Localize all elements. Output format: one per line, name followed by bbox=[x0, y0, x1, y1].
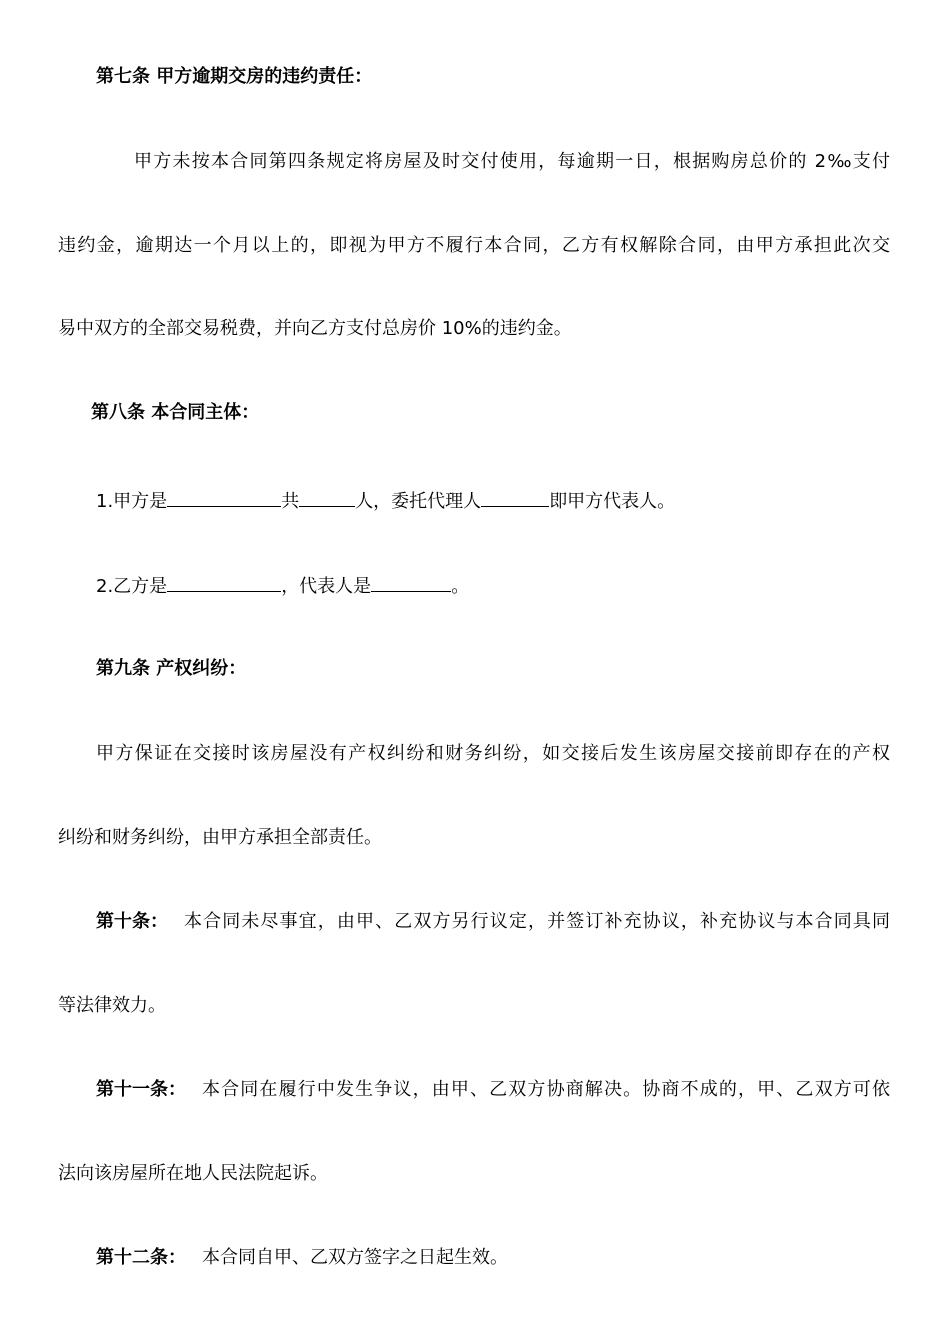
article-11-text-1: 本合同在履行中发生争议，由甲、乙双方协商解决。协商不成的，甲、乙双方可依 bbox=[202, 1079, 890, 1100]
article-10-line-2: 等法律效力。 bbox=[58, 995, 166, 1016]
article-8-heading: 第八条 本合同主体： bbox=[91, 402, 260, 423]
article-10-label: 第十条： bbox=[96, 911, 168, 932]
article-9-heading: 第九条 产权纠纷： bbox=[96, 658, 247, 679]
article-7-line-3: 易中双方的全部交易税费，并向乙方支付总房价 10%的违约金。 bbox=[58, 318, 572, 339]
party-b-name-blank bbox=[167, 571, 281, 592]
article-11-line-1 bbox=[96, 1077, 890, 1103]
item-1-prefix: 1.甲方是 bbox=[96, 491, 168, 512]
item-1-mid-2: 人，委托代理人 bbox=[355, 491, 482, 512]
article-9-line-1: 甲方保证在交接时该房屋没有产权纠纷和财务纠纷，如交接后发生该房屋交接前即存在的产权 bbox=[96, 743, 890, 764]
article-10-line-1 bbox=[96, 909, 890, 935]
party-a-agent-blank bbox=[481, 486, 549, 507]
party-a-count-blank bbox=[299, 486, 355, 507]
party-b-representative-blank bbox=[371, 571, 451, 592]
item-1-mid-1: 共 bbox=[281, 491, 300, 512]
article-12-line bbox=[96, 1245, 508, 1271]
article-12-label: 第十二条： bbox=[96, 1247, 186, 1268]
article-7-line-2: 违约金，逾期达一个月以上的，即视为甲方不履行本合同，乙方有权解除合同，由甲方承担此次交 bbox=[58, 235, 890, 256]
article-7-line-1: 甲方未按本合同第四条规定将房屋及时交付使用，每逾期一日，根据购房总价的 2‰支付 bbox=[134, 151, 890, 172]
article-12-text: 本合同自甲、乙双方签字之日起生效。 bbox=[202, 1247, 508, 1268]
article-7-heading: 第七条 甲方逾期交房的违约责任： bbox=[96, 66, 373, 87]
article-8-item-2 bbox=[96, 571, 469, 600]
party-a-name-blank bbox=[167, 486, 281, 507]
article-11-label: 第十一条： bbox=[96, 1079, 186, 1100]
article-8-item-1 bbox=[96, 486, 675, 515]
article-10-text-1: 本合同未尽事宜，由甲、乙双方另行议定，并签订补充协议，补充协议与本合同具同 bbox=[184, 911, 890, 932]
item-2-suffix: 。 bbox=[451, 576, 470, 597]
item-1-suffix: 即甲方代表人。 bbox=[549, 491, 676, 512]
item-2-prefix: 2.乙方是 bbox=[96, 576, 168, 597]
item-2-mid-1: ，代表人是 bbox=[281, 576, 372, 597]
article-11-line-2: 法向该房屋所在地人民法院起诉。 bbox=[58, 1163, 328, 1184]
article-9-line-2: 纠纷和财务纠纷，由甲方承担全部责任。 bbox=[58, 827, 382, 848]
